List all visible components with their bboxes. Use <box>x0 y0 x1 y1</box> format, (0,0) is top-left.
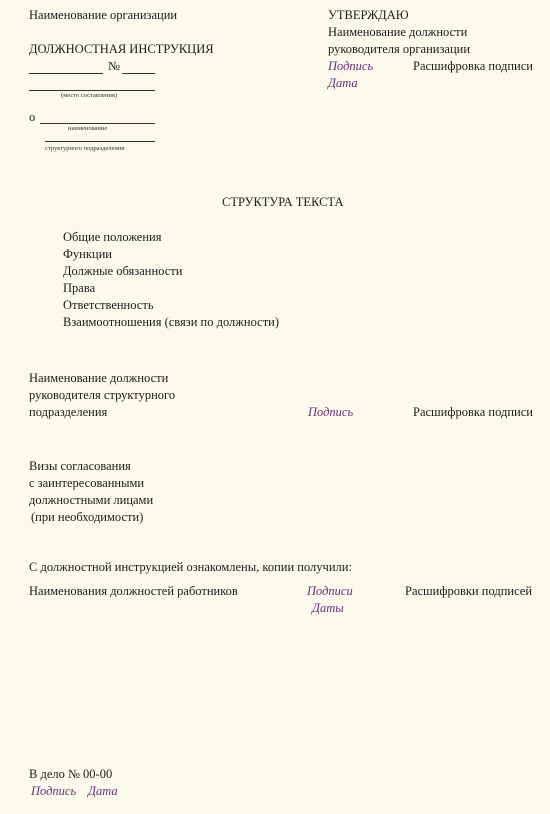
visas-line1: Визы согласования <box>29 459 131 473</box>
structure-item: Взаимоотношения (связи по должности) <box>63 315 280 329</box>
structure-item: Общие положения <box>63 230 162 244</box>
structure-title: СТРУКТУРА ТЕКСТА <box>222 195 344 209</box>
approver-position-line1: Наименование должности <box>328 25 468 39</box>
case-number: В дело № 00-00 <box>29 767 113 781</box>
about-line <box>40 123 155 124</box>
place-caption: (место составления) <box>61 92 118 99</box>
employee-signatures: Подписи <box>307 584 353 598</box>
head-position-line2: руководителя структурного <box>29 388 176 402</box>
about-letter: о <box>29 110 36 124</box>
visas-line4: (при необходимости) <box>31 510 144 524</box>
visas-line3: должностными лицами <box>29 493 154 507</box>
structure-item: Функции <box>63 247 112 261</box>
approve-label: УТВЕРЖДАЮ <box>328 8 409 22</box>
structure-item: Права <box>63 281 96 295</box>
employee-signature-decodings: Расшифровки подписей <box>405 584 533 598</box>
organization-name: Наименование организации <box>29 8 178 22</box>
approver-position-line2: руководителя организации <box>328 42 471 56</box>
structure-item: Должные обязанности <box>63 264 183 278</box>
head-position-line3: подразделения <box>29 405 108 419</box>
employee-dates: Даты <box>312 601 344 615</box>
subdivision-line <box>45 141 155 142</box>
approver-signature: Подпись <box>328 59 374 73</box>
structure-item: Ответственность <box>63 298 154 312</box>
about-caption-name: наименование <box>68 125 108 132</box>
document-title: ДОЛЖНОСТНАЯ ИНСТРУКЦИЯ <box>29 42 214 56</box>
number-sign: № <box>108 59 120 73</box>
about-caption-subdivision: структурного подразделения <box>45 145 125 152</box>
visas-line2: с заинтересованными <box>29 476 145 490</box>
footer-signature: Подпись <box>31 784 77 798</box>
head-position-line1: Наименование должности <box>29 371 169 385</box>
number-line <box>122 73 155 74</box>
employee-positions: Наименования должностей работников <box>29 584 238 598</box>
date-line <box>29 73 103 74</box>
approver-signature-decoding: Расшифровка подписи <box>413 59 533 73</box>
head-signature: Подпись <box>308 405 354 419</box>
approver-date: Дата <box>328 76 358 90</box>
head-signature-decoding: Расшифровка подписи <box>413 405 533 419</box>
place-line <box>29 90 155 91</box>
acquaintance-statement: С должностной инструкцией ознакомлены, копии получили: <box>29 560 352 574</box>
footer-date: Дата <box>88 784 118 798</box>
